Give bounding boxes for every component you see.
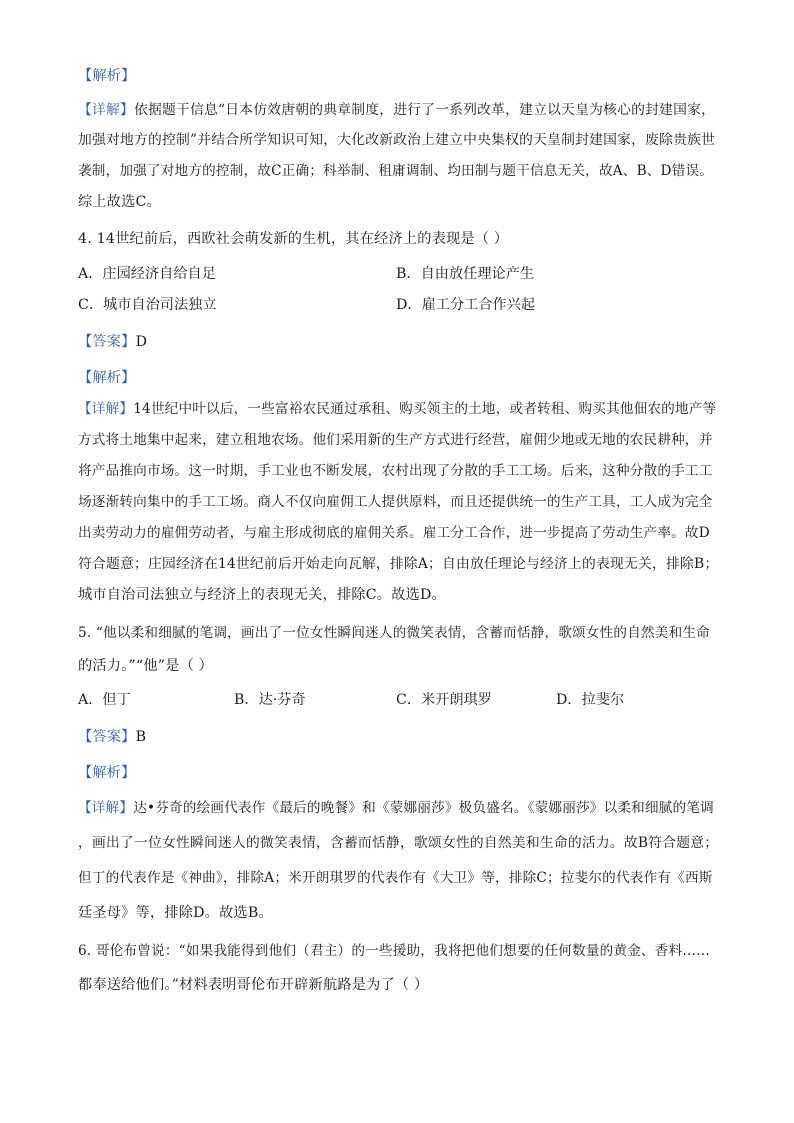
q5-option-c: C．米开朗琪罗 xyxy=(396,692,492,708)
detail-line: 场逐渐转向集中的手工工场。商人不仅向雇佣工人提供原料，而且还提供统一的生产工具，工人成为完全 xyxy=(78,494,713,510)
detail-line: 廷圣母》等，排除D。故选B。 xyxy=(78,905,273,921)
detail-line: 但丁的代表作是《神曲》，排除A；米开朗琪罗的代表作有《大卫》等，排除C；拉斐尔的代表作有《西斯 xyxy=(78,870,713,886)
question-6-line: 6. 哥伦布曾说：“如果我能得到他们（君主）的一些援助，我将把他们想要的任何数量的黄金、香料…… xyxy=(78,943,710,959)
detail-line: 加强对地方的控制”并结合所学知识可知，大化改新政治上建立中央集权的天皇制封建国家，废除贵族世 xyxy=(78,132,716,148)
answer-value: B xyxy=(135,729,147,745)
detail-line: ，画出了一位女性瞬间迷人的微笑表情，含蓄而恬静，歌颂女性的自然美和生命的活力。故B符合题意； xyxy=(78,835,719,851)
detail-label: 【详解】 xyxy=(78,800,134,816)
question-6-line: 都奉送给他们。”材料表明哥伦布开辟新航路是为了（ ） xyxy=(78,977,429,993)
answer-label: 【答案】 xyxy=(78,729,136,745)
q5-answer xyxy=(78,727,718,747)
detail-line: 综上故选C。 xyxy=(78,194,161,210)
analysis-label: 【解析】 xyxy=(78,765,136,781)
detail-label: 【详解】 xyxy=(78,401,134,417)
detail-line: 符合题意；庄园经济在14世纪前后开始走向瓦解，排除A；自由放任理论与经济上的表现无关，排除B； xyxy=(78,556,719,572)
question-5-line: 的活力。”“他”是（ ） xyxy=(78,658,214,674)
q4-option-c: C．城市自治司法独立 xyxy=(78,297,217,313)
detail-text: 达•芬奇的绘画代表作《最后的晚餐》和《蒙娜丽莎》极负盛名。《蒙娜丽莎》以柔和细腻的笔调 xyxy=(133,800,714,816)
question-5-line: 5. “他以柔和细腻的笔调，画出了一位女性瞬间迷人的微笑表情，含蓄而恬静，歌颂女性的自然美和生命 xyxy=(78,625,710,641)
q5-option-b: B．达·芬奇 xyxy=(234,692,306,708)
q5-option-d: D．拉斐尔 xyxy=(556,692,625,708)
analysis-label: 【解析】 xyxy=(78,370,136,386)
analysis-label: 【解析】 xyxy=(78,68,136,84)
answer-label: 【答案】 xyxy=(78,334,136,350)
q4-option-b: B．自由放任理论产生 xyxy=(396,266,535,282)
detail-line: 袭制，加强了对地方的控制，故C正确；科举制、租庸调制、均田制与题干信息无关，故A、B、D错误。 xyxy=(78,163,714,179)
q5-option-a: A．但丁 xyxy=(78,692,131,708)
answer-value: D xyxy=(135,334,148,350)
q4-option-d: D．雇工分工合作兴起 xyxy=(396,297,536,313)
detail-line: 将产品推向市场。这一时期，手工业也不断发展，农村出现了分散的手工工场。后来，这种分散的手工工 xyxy=(78,463,713,479)
detail-line: 出卖劳动力的雇佣劳动者，与雇主形成彻底的雇佣关系。雇工分工合作，进一步提高了劳动生产率。故D xyxy=(78,525,710,541)
q4-option-a: A．庄园经济自给自足 xyxy=(78,266,216,282)
detail-text: 14世纪中叶以后，一些富裕农民通过承租、购买领主的土地，或者转租、购买其他佃农的地产等 xyxy=(133,401,717,417)
detail-label: 【详解】 xyxy=(78,102,134,118)
detail-line: 方式将土地集中起来，建立租地农场。他们采用新的生产方式进行经营，雇佣少地或无地的农民耕种，并 xyxy=(78,432,713,448)
detail-line xyxy=(78,798,718,818)
detail-line xyxy=(78,100,718,120)
detail-line xyxy=(78,399,718,419)
q4-answer xyxy=(78,332,718,352)
detail-line: 城市自治司法独立与经济上的表现无关，排除C。故选D。 xyxy=(78,587,446,603)
detail-text: 依据题干信息“日本仿效唐朝的典章制度，进行了一系列改革，建立以天皇为核心的封建国家， xyxy=(134,102,716,118)
question-4: 4. 14世纪前后，西欧社会萌发新的生机，其在经济上的表现是（ ） xyxy=(78,231,509,247)
